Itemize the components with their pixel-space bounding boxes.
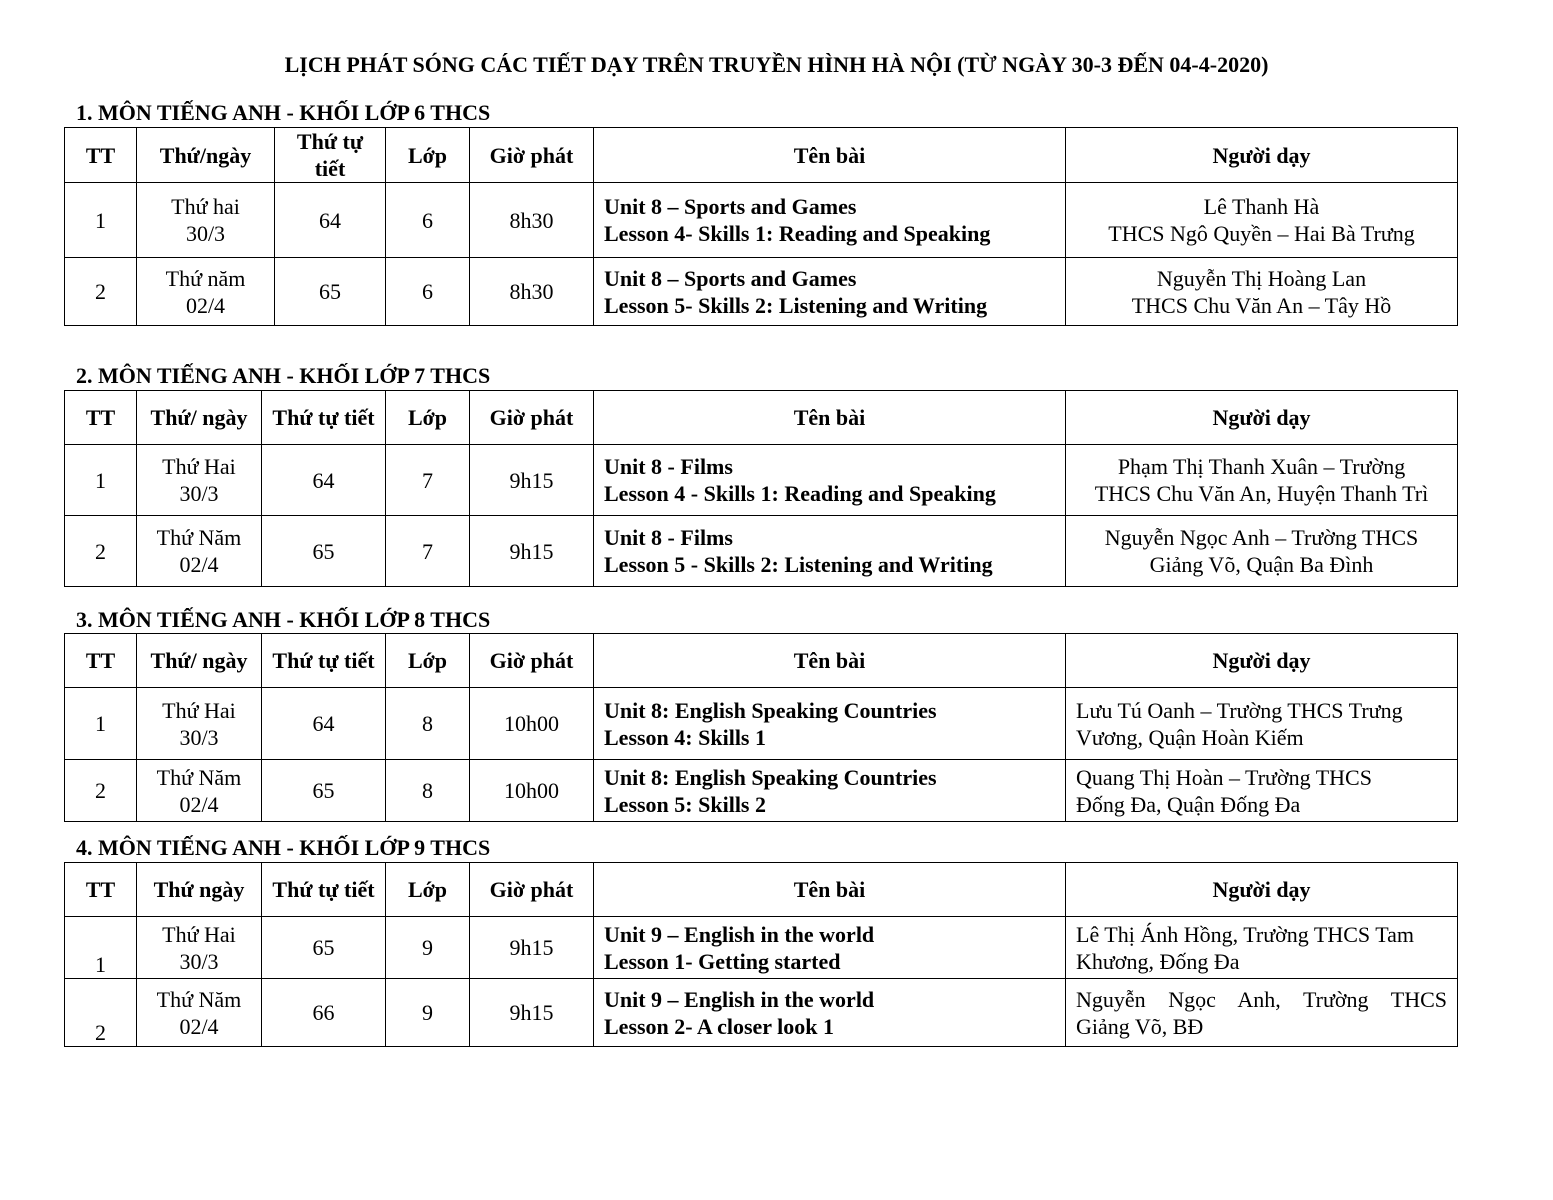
cell-day-date xyxy=(137,445,262,516)
cell-time: 10h00 xyxy=(470,760,594,822)
date-label: 30/3 xyxy=(179,948,219,974)
teacher-school: THCS Chu Văn An – Tây Hồ xyxy=(1131,292,1392,318)
date-label: 02/4 xyxy=(179,1013,219,1039)
lesson-title: Lesson 5: Skills 2 xyxy=(604,791,766,817)
header-teacher: Người dạy xyxy=(1066,391,1458,445)
cell-teacher xyxy=(1066,688,1458,760)
section-heading-grade-7: 2. MÔN TIẾNG ANH - KHỐI LỚP 7 THCS xyxy=(76,363,491,388)
lesson-unit: Unit 9 – English in the world xyxy=(604,921,875,947)
table-header-row xyxy=(65,128,1458,183)
header-period: Thứ tự tiết xyxy=(275,128,386,183)
cell-day-date xyxy=(137,979,262,1047)
table-row xyxy=(65,183,1458,258)
teacher-name: Nguyễn Thị Hoàng Lan xyxy=(1156,265,1367,291)
cell-period: 66 xyxy=(262,979,386,1047)
table-row xyxy=(65,516,1458,587)
date-label: 30/3 xyxy=(185,221,226,246)
day-label: Thứ hai xyxy=(171,194,240,219)
cell-tt: 1 xyxy=(65,688,137,760)
header-lesson: Tên bài xyxy=(594,634,1066,688)
cell-lesson xyxy=(594,258,1066,326)
cell-grade: 9 xyxy=(386,917,470,979)
cell-tt: 2 xyxy=(65,979,137,1047)
header-tt: TT xyxy=(65,128,137,183)
header-lesson: Tên bài xyxy=(594,128,1066,183)
day-label: Thứ Năm xyxy=(156,986,242,1012)
teacher-name: Phạm Thị Thanh Xuân – Trường xyxy=(1117,454,1406,479)
header-tt: TT xyxy=(65,634,137,688)
cell-tt: 1 xyxy=(65,917,137,979)
lesson-title: Lesson 5- Skills 2: Listening and Writing xyxy=(604,292,988,318)
date-label: 02/4 xyxy=(179,791,219,817)
table-header-row xyxy=(65,863,1458,917)
cell-time: 10h00 xyxy=(470,688,594,760)
teacher-school: Khương, Đống Đa xyxy=(1076,948,1240,974)
header-time: Giờ phát xyxy=(470,391,594,445)
teacher-school: Vương, Quận Hoàn Kiếm xyxy=(1076,724,1304,750)
cell-lesson xyxy=(594,183,1066,258)
header-grade: Lớp xyxy=(386,391,470,445)
schedule-table-grade-6 xyxy=(64,127,1458,326)
cell-teacher xyxy=(1066,979,1458,1047)
lesson-unit: Unit 8 – Sports and Games xyxy=(604,265,857,291)
teacher-school: Giảng Võ, BĐ xyxy=(1076,1013,1204,1039)
cell-lesson xyxy=(594,688,1066,760)
date-label: 02/4 xyxy=(179,552,219,577)
schedule-table-grade-8 xyxy=(64,633,1458,822)
lesson-unit: Unit 8: English Speaking Countries xyxy=(604,764,937,790)
cell-grade: 9 xyxy=(386,979,470,1047)
header-teacher: Người dạy xyxy=(1066,634,1458,688)
header-time: Giờ phát xyxy=(470,863,594,917)
cell-grade: 6 xyxy=(386,258,470,326)
teacher-name: Quang Thị Hoàn – Trường THCS xyxy=(1076,764,1372,790)
lesson-title: Lesson 2- A closer look 1 xyxy=(604,1013,835,1039)
day-label: Thứ Hai xyxy=(162,454,236,479)
cell-teacher xyxy=(1066,760,1458,822)
header-tt: TT xyxy=(65,863,137,917)
table-header-row xyxy=(65,391,1458,445)
cell-day-date xyxy=(137,688,262,760)
section-heading-grade-6: 1. MÔN TIẾNG ANH - KHỐI LỚP 6 THCS xyxy=(76,100,491,125)
cell-time: 9h15 xyxy=(470,445,594,516)
header-time: Giờ phát xyxy=(470,634,594,688)
cell-period: 65 xyxy=(275,258,386,326)
teacher-name: Lê Thanh Hà xyxy=(1203,194,1320,219)
cell-tt: 1 xyxy=(65,445,137,516)
header-period: Thứ tự tiết xyxy=(262,391,386,445)
header-day: Thứ ngày xyxy=(137,863,262,917)
cell-period: 65 xyxy=(262,917,386,979)
lesson-unit: Unit 8 – Sports and Games xyxy=(604,194,857,219)
teacher-school: Đống Đa, Quận Đống Đa xyxy=(1076,791,1301,817)
cell-grade: 7 xyxy=(386,516,470,587)
table-row xyxy=(65,445,1458,516)
header-teacher: Người dạy xyxy=(1066,128,1458,183)
table-row xyxy=(65,917,1458,979)
day-label: Thứ Năm xyxy=(156,764,242,790)
cell-teacher xyxy=(1066,516,1458,587)
header-grade: Lớp xyxy=(386,634,470,688)
schedule-table-grade-7 xyxy=(64,390,1458,587)
cell-day-date xyxy=(137,258,275,326)
cell-day-date xyxy=(137,183,275,258)
cell-time: 9h15 xyxy=(470,979,594,1047)
header-grade: Lớp xyxy=(386,863,470,917)
page-title: LỊCH PHÁT SÓNG CÁC TIẾT DẠY TRÊN TRUYỀN HÌNH HÀ NỘI (TỪ NGÀY 30-3 ĐẾN 04-4-2020) xyxy=(284,52,1269,77)
schedule-table-grade-9 xyxy=(64,862,1458,1047)
cell-time: 8h30 xyxy=(470,183,594,258)
teacher-name: Lưu Tú Oanh – Trường THCS Trưng xyxy=(1076,697,1403,723)
header-lesson: Tên bài xyxy=(594,863,1066,917)
cell-teacher xyxy=(1066,258,1458,326)
teacher-name: Nguyễn Ngọc Anh – Trường THCS xyxy=(1104,525,1419,550)
cell-grade: 7 xyxy=(386,445,470,516)
lesson-unit: Unit 9 – English in the world xyxy=(604,986,875,1012)
date-label: 30/3 xyxy=(179,724,219,750)
cell-lesson xyxy=(594,445,1066,516)
cell-lesson xyxy=(594,917,1066,979)
cell-tt: 2 xyxy=(65,516,137,587)
cell-period: 64 xyxy=(262,688,386,760)
cell-day-date xyxy=(137,917,262,979)
header-lesson: Tên bài xyxy=(594,391,1066,445)
lesson-unit: Unit 8 - Films xyxy=(604,454,733,479)
section-heading-grade-9: 4. MÔN TIẾNG ANH - KHỐI LỚP 9 THCS xyxy=(76,835,491,860)
cell-teacher xyxy=(1066,917,1458,979)
header-teacher: Người dạy xyxy=(1066,863,1458,917)
header-tt: TT xyxy=(65,391,137,445)
date-label: 02/4 xyxy=(185,292,226,318)
lesson-title: Lesson 1- Getting started xyxy=(604,948,841,974)
lesson-title: Lesson 4- Skills 1: Reading and Speaking xyxy=(604,221,991,246)
cell-lesson xyxy=(594,760,1066,822)
cell-teacher xyxy=(1066,183,1458,258)
teacher-school: Giảng Võ, Quận Ba Đình xyxy=(1149,552,1374,577)
header-time: Giờ phát xyxy=(470,128,594,183)
teacher-name: Nguyễn Ngọc Anh, Trường THCS xyxy=(1076,986,1447,1012)
lesson-title: Lesson 4: Skills 1 xyxy=(604,724,766,750)
teacher-name: Lê Thị Ánh Hồng, Trường THCS Tam xyxy=(1076,921,1415,947)
date-label: 30/3 xyxy=(179,481,219,506)
day-label: Thứ Năm xyxy=(156,525,242,550)
day-label: Thứ năm xyxy=(165,265,246,291)
cell-day-date xyxy=(137,516,262,587)
teacher-school: THCS Ngô Quyền – Hai Bà Trưng xyxy=(1108,221,1415,246)
lesson-title: Lesson 4 - Skills 1: Reading and Speaking xyxy=(604,481,996,506)
table-row xyxy=(65,688,1458,760)
cell-period: 65 xyxy=(262,516,386,587)
cell-grade: 8 xyxy=(386,760,470,822)
day-label: Thứ Hai xyxy=(162,921,236,947)
cell-teacher xyxy=(1066,445,1458,516)
cell-tt: 2 xyxy=(65,760,137,822)
lesson-unit: Unit 8 - Films xyxy=(604,525,733,550)
lesson-unit: Unit 8: English Speaking Countries xyxy=(604,697,937,723)
cell-tt: 1 xyxy=(65,183,137,258)
cell-period: 65 xyxy=(262,760,386,822)
cell-grade: 6 xyxy=(386,183,470,258)
header-day: Thứ/ ngày xyxy=(137,391,262,445)
cell-time: 8h30 xyxy=(470,258,594,326)
header-day: Thứ/ ngày xyxy=(137,634,262,688)
header-grade: Lớp xyxy=(386,128,470,183)
lesson-title: Lesson 5 - Skills 2: Listening and Writing xyxy=(604,552,993,577)
cell-period: 64 xyxy=(275,183,386,258)
cell-tt: 2 xyxy=(65,258,137,326)
cell-lesson xyxy=(594,979,1066,1047)
cell-day-date xyxy=(137,760,262,822)
header-period: Thứ tự tiết xyxy=(262,634,386,688)
section-heading-grade-8: 3. MÔN TIẾNG ANH - KHỐI LỚP 8 THCS xyxy=(76,607,491,632)
table-row xyxy=(65,258,1458,326)
cell-period: 64 xyxy=(262,445,386,516)
cell-time: 9h15 xyxy=(470,516,594,587)
table-row xyxy=(65,760,1458,822)
table-row xyxy=(65,979,1458,1047)
cell-grade: 8 xyxy=(386,688,470,760)
header-day: Thứ/ngày xyxy=(137,128,275,183)
teacher-school: THCS Chu Văn An, Huyện Thanh Trì xyxy=(1094,481,1429,506)
day-label: Thứ Hai xyxy=(162,697,236,723)
table-header-row xyxy=(65,634,1458,688)
cell-lesson xyxy=(594,516,1066,587)
cell-time: 9h15 xyxy=(470,917,594,979)
header-period: Thứ tự tiết xyxy=(262,863,386,917)
